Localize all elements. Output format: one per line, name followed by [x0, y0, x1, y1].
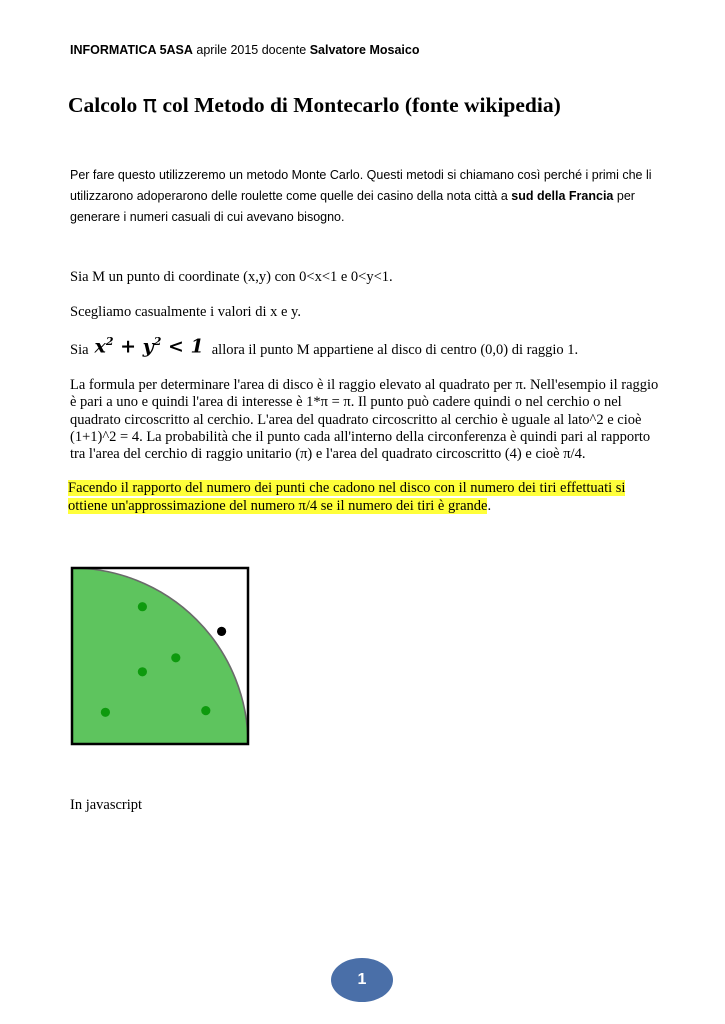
- date-teacher-label: aprile 2015 docente: [192, 43, 310, 57]
- paragraph-condition: [70, 335, 579, 361]
- paragraph-javascript: In javascript: [70, 797, 143, 813]
- formula-x: x: [94, 335, 106, 358]
- course-label: INFORMATICA 5ASA: [70, 43, 193, 57]
- point-outside-disc: [217, 627, 226, 636]
- formula-plus: +: [113, 335, 143, 358]
- pi-symbol: π: [142, 90, 158, 118]
- title-prefix: Calcolo: [68, 93, 143, 117]
- title-suffix: col Metodo di Montecarlo (fonte wikipedia): [157, 93, 561, 117]
- condition-suffix: allora il punto M appartiene al disco di centro (0,0) di raggio 1.: [211, 341, 579, 358]
- paragraph-point-definition: Sia M un punto di coordinate (x,y) con 0<x<1 e 0<y<1.: [70, 269, 393, 285]
- condition-prefix: Sia: [70, 341, 89, 358]
- formula-inequality: [95, 335, 204, 357]
- paragraph-random-values: Scegliamo casualmente i valori di x e y.: [70, 304, 301, 320]
- formula-exponent-y: 2: [153, 335, 162, 348]
- formula-y: y: [142, 335, 154, 358]
- paragraph-highlight: [68, 480, 668, 515]
- point-inside-disc: [138, 667, 147, 676]
- page-number: 1: [357, 971, 367, 988]
- teacher-name: Salvatore Mosaico: [309, 43, 420, 57]
- page-number-badge: [331, 958, 393, 1002]
- point-inside-disc: [171, 653, 180, 662]
- intro-text-1: Per fare questo utilizzeremo un metodo Monte Carlo. Questi metodi si chiamano così perché i primi che li utilizzarono adoperarono delle roulette come quelle dei casino della nota città a: [70, 168, 652, 203]
- formula-exponent-x: 2: [105, 335, 114, 348]
- highlight-period: .: [487, 497, 492, 514]
- point-inside-disc: [201, 706, 210, 715]
- point-inside-disc: [101, 708, 110, 717]
- montecarlo-diagram: [70, 566, 250, 746]
- highlighted-text: Facendo il rapporto del numero dei punti che cadono nel disco con il numero dei tiri effettuati si ottiene un'approssimazione del numero π/4 se il numero dei tiri è grande: [68, 480, 626, 514]
- page-title: [68, 90, 561, 118]
- intro-paragraph: [70, 165, 660, 228]
- point-inside-disc: [138, 602, 147, 611]
- intro-bold: sud della Francia: [511, 189, 614, 203]
- intro-text-2: per generare i numeri casuali di cui avevano bisogno.: [70, 189, 635, 224]
- page-header: [70, 43, 419, 57]
- formula-less-than: < 1: [161, 335, 204, 358]
- paragraph-area-formula: La formula per determinare l'area di disco è il raggio elevato al quadrato per π. Nell'esempio il raggio è pari a uno e quindi l'area di interesse è 1*π = π. Il punto può cadere quindi o nel cerchio o nel quadrato circoscritto al cerchio. L'area del quadrato circoscritto al cerchio è uguale al lato^2 e cioè (1+1)^2 = 4. La probabilità che il punto cada all'interno della circonferenza è quindi pari al rapporto tra l'area del cerchio di raggio unitario (π) e l'area del quadrato circoscritto (4) e cioè π/4.: [70, 377, 659, 463]
